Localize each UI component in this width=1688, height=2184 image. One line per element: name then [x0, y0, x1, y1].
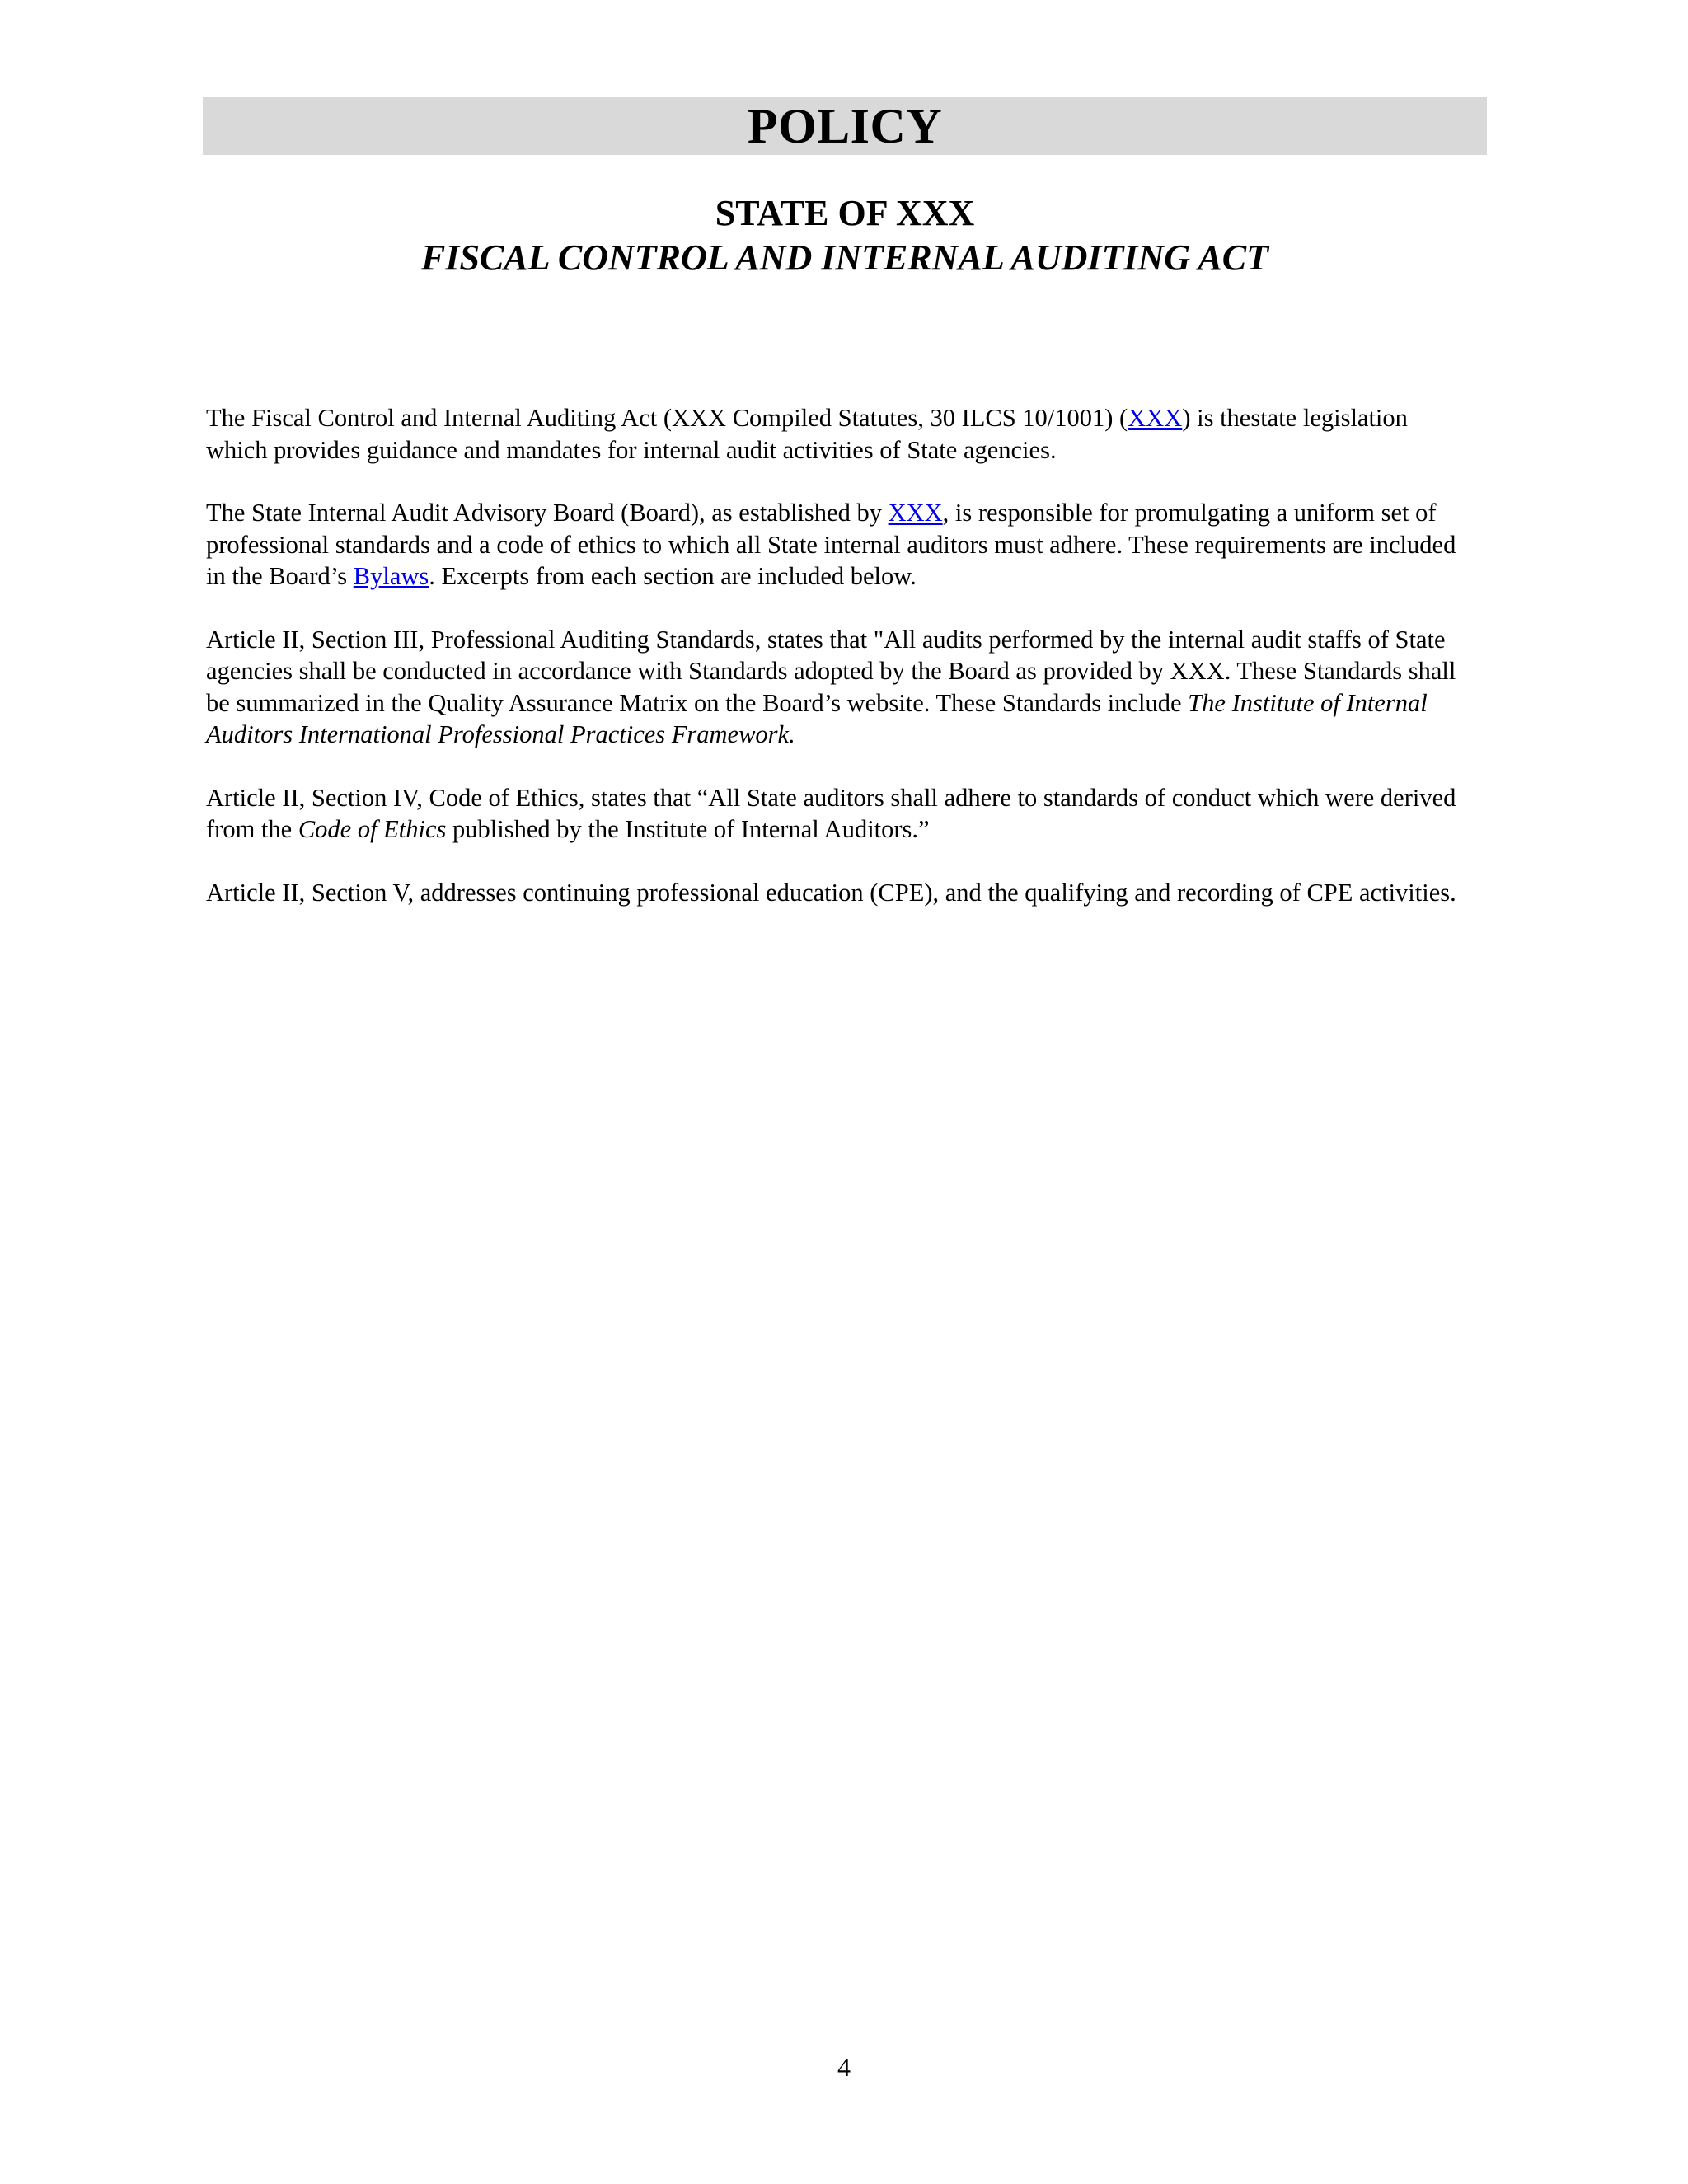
paragraph-advisory-board: [206, 497, 1459, 593]
paragraph-text: Article II, Section V, addresses continuing professional education (CPE), and the qualifying and recording of CPE activities.: [206, 878, 1456, 907]
state-title: STATE OF XXX: [715, 193, 975, 233]
paragraph-text: Article II, Section IV, Code of Ethics, states that “All State auditors shall adhere to standards of conduct which were derived from the: [206, 783, 1456, 843]
act-title: FISCAL CONTROL AND INTERNAL AUDITING ACT: [420, 237, 1268, 278]
paragraph-text: published by the Institute of Internal Auditors.”: [446, 815, 930, 843]
body-text: [206, 402, 1459, 940]
policy-banner: [203, 97, 1487, 155]
paragraph-text: . Excerpts from each section are included below.: [429, 562, 917, 590]
statute-link[interactable]: XXX: [888, 499, 943, 527]
paragraph-fiscal-control-act: [206, 402, 1459, 466]
paragraph-cpe: [206, 877, 1459, 909]
paragraph-text: ) is thestate legislation which provides guidance and mandates for internal audit activities of State agencies.: [206, 404, 1408, 464]
banner-title: POLICY: [747, 99, 943, 153]
paragraph-text: , is responsible for promulgating a uniform set of professional standards and a code of ethics to which all State internal auditors must adhere. These requirements are included in the Board’s: [206, 499, 1456, 590]
bylaws-link[interactable]: Bylaws: [353, 562, 429, 590]
framework-title: The Institute of Internal Auditors International Professional Practices Framework.: [206, 688, 1428, 748]
paragraph-text: The Fiscal Control and Internal Auditing Act (XXX Compiled Statutes, 30 ILCS 10/1001) (: [206, 404, 1128, 432]
paragraph-code-of-ethics: [206, 782, 1459, 846]
paragraph-auditing-standards: [206, 624, 1459, 751]
heading-block: [203, 191, 1487, 280]
paragraph-text: Article II, Section III, Professional Auditing Standards, states that "All audits performed by the internal audit staffs of State agencies shall be conducted in accordance with Standards adopted by the Board as provided by XXX. These Standards shall be summarized in the Quality Assurance Matrix on the Board’s website. These Standards include: [206, 625, 1456, 717]
statute-link[interactable]: XXX: [1128, 404, 1183, 432]
page-number: 4: [837, 2052, 851, 2082]
paragraph-text: The State Internal Audit Advisory Board (Board), as established by: [206, 499, 889, 527]
code-of-ethics-title: Code of Ethics: [298, 815, 447, 843]
